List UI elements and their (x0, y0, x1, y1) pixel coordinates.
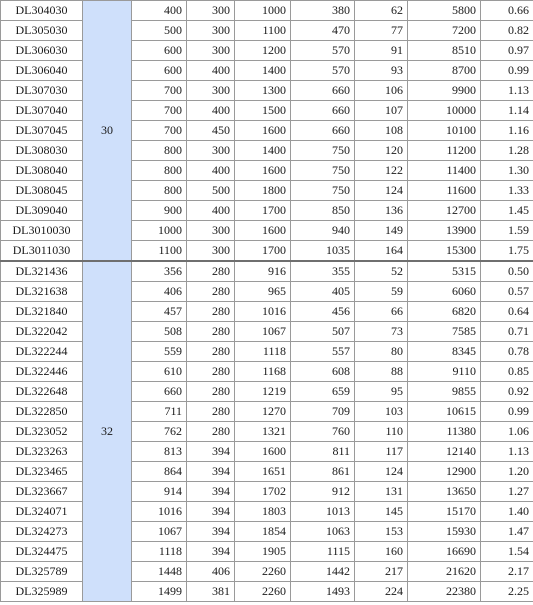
value-cell: 1800 (235, 181, 291, 201)
table-row (1, 562, 533, 582)
value-cell: 300 (187, 81, 235, 101)
value-cell: 1115 (291, 542, 355, 562)
value-cell: 2.25 (481, 582, 533, 602)
table-row (1, 542, 533, 562)
value-cell: 1016 (132, 502, 187, 522)
model-cell: DL307040 (1, 101, 83, 121)
model-cell: DL304030 (1, 1, 83, 21)
table-row (1, 382, 533, 402)
series-cell: 30 (83, 1, 132, 262)
value-cell: 406 (132, 282, 187, 302)
value-cell: 750 (291, 161, 355, 181)
value-cell: 280 (187, 342, 235, 362)
value-cell: 1.47 (481, 522, 533, 542)
value-cell: 760 (291, 422, 355, 442)
value-cell: 1600 (235, 442, 291, 462)
model-cell: DL308040 (1, 161, 83, 181)
value-cell: 700 (132, 81, 187, 101)
value-cell: 0.57 (481, 282, 533, 302)
model-cell: DL307030 (1, 81, 83, 101)
value-cell: 1.20 (481, 462, 533, 482)
model-cell: DL306040 (1, 61, 83, 81)
value-cell: 1.13 (481, 81, 533, 101)
table-row (1, 121, 533, 141)
value-cell: 217 (355, 562, 408, 582)
value-cell: 145 (355, 502, 408, 522)
value-cell: 500 (187, 181, 235, 201)
table-row (1, 161, 533, 181)
value-cell: 22380 (408, 582, 481, 602)
value-cell: 1035 (291, 241, 355, 262)
value-cell: 1600 (235, 161, 291, 181)
value-cell: 711 (132, 402, 187, 422)
value-cell: 106 (355, 81, 408, 101)
table-row (1, 502, 533, 522)
value-cell: 2260 (235, 582, 291, 602)
value-cell: 1651 (235, 462, 291, 482)
value-cell: 405 (291, 282, 355, 302)
value-cell: 1442 (291, 562, 355, 582)
model-cell: DL305030 (1, 21, 83, 41)
value-cell: 1600 (235, 121, 291, 141)
value-cell: 7585 (408, 322, 481, 342)
value-cell: 570 (291, 61, 355, 81)
value-cell: 600 (132, 61, 187, 81)
value-cell: 394 (187, 482, 235, 502)
value-cell: 1500 (235, 101, 291, 121)
value-cell: 965 (235, 282, 291, 302)
value-cell: 1300 (235, 81, 291, 101)
model-cell: DL309040 (1, 201, 83, 221)
value-cell: 800 (132, 181, 187, 201)
value-cell: 280 (187, 422, 235, 442)
value-cell: 5800 (408, 1, 481, 21)
value-cell: 103 (355, 402, 408, 422)
value-cell: 120 (355, 141, 408, 161)
value-cell: 300 (187, 41, 235, 61)
value-cell: 1.16 (481, 121, 533, 141)
value-cell: 280 (187, 402, 235, 422)
value-cell: 160 (355, 542, 408, 562)
value-cell: 1.75 (481, 241, 533, 262)
value-cell: 11600 (408, 181, 481, 201)
value-cell: 660 (132, 382, 187, 402)
value-cell: 107 (355, 101, 408, 121)
value-cell: 394 (187, 522, 235, 542)
table-row (1, 522, 533, 542)
value-cell: 95 (355, 382, 408, 402)
value-cell: 912 (291, 482, 355, 502)
value-cell: 1.45 (481, 201, 533, 221)
value-cell: 940 (291, 221, 355, 241)
value-cell: 1000 (235, 1, 291, 21)
value-cell: 600 (132, 41, 187, 61)
table-row (1, 201, 533, 221)
value-cell: 660 (291, 101, 355, 121)
model-cell: DL322042 (1, 322, 83, 342)
value-cell: 1200 (235, 41, 291, 61)
value-cell: 456 (291, 302, 355, 322)
value-cell: 0.99 (481, 61, 533, 81)
value-cell: 131 (355, 482, 408, 502)
value-cell: 80 (355, 342, 408, 362)
value-cell: 1219 (235, 382, 291, 402)
value-cell: 110 (355, 422, 408, 442)
value-cell: 557 (291, 342, 355, 362)
value-cell: 750 (291, 181, 355, 201)
value-cell: 750 (291, 141, 355, 161)
value-cell: 470 (291, 21, 355, 41)
value-cell: 800 (132, 141, 187, 161)
value-cell: 394 (187, 502, 235, 522)
table-row (1, 1, 533, 21)
value-cell: 1.40 (481, 502, 533, 522)
value-cell: 762 (132, 422, 187, 442)
value-cell: 9900 (408, 81, 481, 101)
value-cell: 659 (291, 382, 355, 402)
value-cell: 1.13 (481, 442, 533, 462)
value-cell: 13900 (408, 221, 481, 241)
value-cell: 93 (355, 61, 408, 81)
value-cell: 1700 (235, 201, 291, 221)
value-cell: 450 (187, 121, 235, 141)
model-cell: DL322244 (1, 342, 83, 362)
value-cell: 8345 (408, 342, 481, 362)
model-cell: DL306030 (1, 41, 83, 61)
value-cell: 0.92 (481, 382, 533, 402)
value-cell: 709 (291, 402, 355, 422)
value-cell: 10000 (408, 101, 481, 121)
value-cell: 400 (187, 161, 235, 181)
table-row (1, 21, 533, 41)
value-cell: 700 (132, 121, 187, 141)
table-row (1, 61, 533, 81)
model-cell: DL321638 (1, 282, 83, 302)
value-cell: 15300 (408, 241, 481, 262)
spec-table-body (1, 1, 533, 602)
value-cell: 394 (187, 542, 235, 562)
value-cell: 608 (291, 362, 355, 382)
value-cell: 12900 (408, 462, 481, 482)
value-cell: 11400 (408, 161, 481, 181)
value-cell: 1.30 (481, 161, 533, 181)
table-row (1, 402, 533, 422)
value-cell: 559 (132, 342, 187, 362)
value-cell: 59 (355, 282, 408, 302)
value-cell: 1499 (132, 582, 187, 602)
value-cell: 0.97 (481, 41, 533, 61)
value-cell: 5315 (408, 261, 481, 282)
value-cell: 394 (187, 462, 235, 482)
value-cell: 300 (187, 21, 235, 41)
value-cell: 916 (235, 261, 291, 282)
value-cell: 864 (132, 462, 187, 482)
value-cell: 9110 (408, 362, 481, 382)
value-cell: 0.85 (481, 362, 533, 382)
model-cell: DL323052 (1, 422, 83, 442)
table-row (1, 141, 533, 161)
table-row (1, 422, 533, 442)
value-cell: 0.66 (481, 1, 533, 21)
table-row (1, 221, 533, 241)
value-cell: 0.82 (481, 21, 533, 41)
value-cell: 7200 (408, 21, 481, 41)
value-cell: 6060 (408, 282, 481, 302)
value-cell: 1702 (235, 482, 291, 502)
value-cell: 8510 (408, 41, 481, 61)
model-cell: DL321436 (1, 261, 83, 282)
value-cell: 8700 (408, 61, 481, 81)
value-cell: 381 (187, 582, 235, 602)
table-row (1, 81, 533, 101)
value-cell: 610 (132, 362, 187, 382)
value-cell: 660 (291, 121, 355, 141)
value-cell: 1803 (235, 502, 291, 522)
value-cell: 700 (132, 101, 187, 121)
value-cell: 122 (355, 161, 408, 181)
value-cell: 355 (291, 261, 355, 282)
value-cell: 660 (291, 81, 355, 101)
value-cell: 300 (187, 141, 235, 161)
value-cell: 164 (355, 241, 408, 262)
model-cell: DL3011030 (1, 241, 83, 262)
value-cell: 117 (355, 442, 408, 462)
value-cell: 500 (132, 21, 187, 41)
value-cell: 11380 (408, 422, 481, 442)
table-row (1, 582, 533, 602)
value-cell: 1448 (132, 562, 187, 582)
value-cell: 1.14 (481, 101, 533, 121)
value-cell: 1854 (235, 522, 291, 542)
value-cell: 811 (291, 442, 355, 462)
value-cell: 88 (355, 362, 408, 382)
value-cell: 1.27 (481, 482, 533, 502)
value-cell: 1321 (235, 422, 291, 442)
table-row (1, 322, 533, 342)
value-cell: 1493 (291, 582, 355, 602)
table-row (1, 181, 533, 201)
model-cell: DL322648 (1, 382, 83, 402)
value-cell: 1016 (235, 302, 291, 322)
model-cell: DL324071 (1, 502, 83, 522)
value-cell: 394 (187, 442, 235, 462)
table-row (1, 282, 533, 302)
model-cell: DL308045 (1, 181, 83, 201)
model-cell: DL325989 (1, 582, 83, 602)
value-cell: 280 (187, 362, 235, 382)
value-cell: 1905 (235, 542, 291, 562)
value-cell: 1270 (235, 402, 291, 422)
value-cell: 9855 (408, 382, 481, 402)
value-cell: 1.28 (481, 141, 533, 161)
value-cell: 16690 (408, 542, 481, 562)
value-cell: 406 (187, 562, 235, 582)
value-cell: 1.59 (481, 221, 533, 241)
value-cell: 21620 (408, 562, 481, 582)
model-cell: DL321840 (1, 302, 83, 322)
table-row (1, 482, 533, 502)
value-cell: 570 (291, 41, 355, 61)
value-cell: 507 (291, 322, 355, 342)
value-cell: 300 (187, 241, 235, 262)
value-cell: 66 (355, 302, 408, 322)
value-cell: 1.33 (481, 181, 533, 201)
model-cell: DL324273 (1, 522, 83, 542)
value-cell: 1700 (235, 241, 291, 262)
value-cell: 0.50 (481, 261, 533, 282)
value-cell: 300 (187, 1, 235, 21)
value-cell: 136 (355, 201, 408, 221)
value-cell: 0.99 (481, 402, 533, 422)
model-cell: DL322446 (1, 362, 83, 382)
value-cell: 11200 (408, 141, 481, 161)
value-cell: 1100 (235, 21, 291, 41)
table-row (1, 41, 533, 61)
value-cell: 108 (355, 121, 408, 141)
value-cell: 1.06 (481, 422, 533, 442)
value-cell: 1400 (235, 61, 291, 81)
value-cell: 356 (132, 261, 187, 282)
value-cell: 12700 (408, 201, 481, 221)
value-cell: 280 (187, 302, 235, 322)
value-cell: 400 (132, 1, 187, 21)
value-cell: 1100 (132, 241, 187, 262)
value-cell: 52 (355, 261, 408, 282)
value-cell: 850 (291, 201, 355, 221)
value-cell: 1067 (235, 322, 291, 342)
value-cell: 280 (187, 322, 235, 342)
value-cell: 149 (355, 221, 408, 241)
value-cell: 13650 (408, 482, 481, 502)
table-row (1, 101, 533, 121)
value-cell: 6820 (408, 302, 481, 322)
table-row (1, 261, 533, 282)
value-cell: 73 (355, 322, 408, 342)
model-cell: DL323465 (1, 462, 83, 482)
model-cell: DL322850 (1, 402, 83, 422)
model-cell: DL323667 (1, 482, 83, 502)
value-cell: 1168 (235, 362, 291, 382)
value-cell: 400 (187, 61, 235, 81)
value-cell: 91 (355, 41, 408, 61)
value-cell: 1118 (235, 342, 291, 362)
series-cell: 32 (83, 261, 132, 602)
value-cell: 900 (132, 201, 187, 221)
value-cell: 15930 (408, 522, 481, 542)
model-cell: DL324475 (1, 542, 83, 562)
value-cell: 280 (187, 261, 235, 282)
table-row (1, 241, 533, 262)
table-row (1, 342, 533, 362)
value-cell: 1118 (132, 542, 187, 562)
value-cell: 62 (355, 1, 408, 21)
value-cell: 0.78 (481, 342, 533, 362)
value-cell: 10100 (408, 121, 481, 141)
table-row (1, 462, 533, 482)
value-cell: 400 (187, 101, 235, 121)
model-cell: DL3010030 (1, 221, 83, 241)
value-cell: 12140 (408, 442, 481, 462)
value-cell: 124 (355, 181, 408, 201)
value-cell: 224 (355, 582, 408, 602)
model-cell: DL323263 (1, 442, 83, 462)
value-cell: 1013 (291, 502, 355, 522)
value-cell: 800 (132, 161, 187, 181)
value-cell: 1.54 (481, 542, 533, 562)
value-cell: 0.71 (481, 322, 533, 342)
value-cell: 15170 (408, 502, 481, 522)
value-cell: 861 (291, 462, 355, 482)
model-cell: DL308030 (1, 141, 83, 161)
value-cell: 2.17 (481, 562, 533, 582)
value-cell: 1063 (291, 522, 355, 542)
value-cell: 1400 (235, 141, 291, 161)
value-cell: 508 (132, 322, 187, 342)
value-cell: 2260 (235, 562, 291, 582)
value-cell: 813 (132, 442, 187, 462)
table-row (1, 442, 533, 462)
value-cell: 280 (187, 382, 235, 402)
value-cell: 400 (187, 201, 235, 221)
model-cell: DL325789 (1, 562, 83, 582)
model-cell: DL307045 (1, 121, 83, 141)
value-cell: 280 (187, 282, 235, 302)
value-cell: 380 (291, 1, 355, 21)
table-row (1, 362, 533, 382)
table-row (1, 302, 533, 322)
value-cell: 1600 (235, 221, 291, 241)
value-cell: 153 (355, 522, 408, 542)
value-cell: 10615 (408, 402, 481, 422)
value-cell: 77 (355, 21, 408, 41)
value-cell: 300 (187, 221, 235, 241)
value-cell: 1000 (132, 221, 187, 241)
value-cell: 124 (355, 462, 408, 482)
value-cell: 914 (132, 482, 187, 502)
value-cell: 457 (132, 302, 187, 322)
value-cell: 0.64 (481, 302, 533, 322)
value-cell: 1067 (132, 522, 187, 542)
